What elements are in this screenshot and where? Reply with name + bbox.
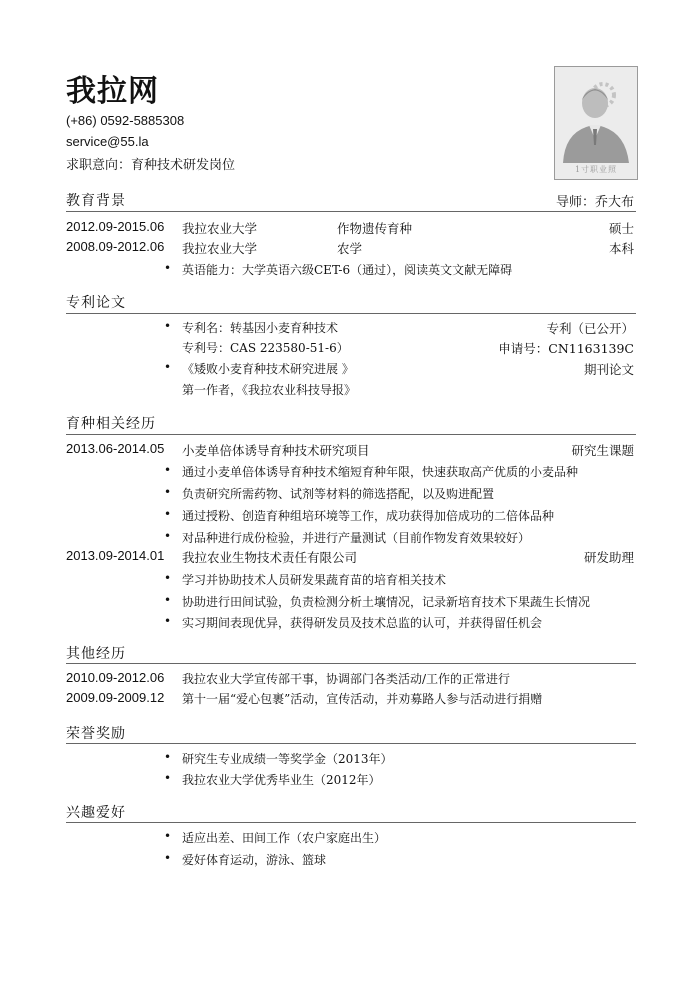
education-major: 作物遗传育种 [337, 221, 413, 236]
advisor: 导师：乔大布 [555, 195, 634, 210]
education-degree: 硕士 [608, 221, 634, 236]
paper-type: 期刊论文 [583, 362, 634, 377]
bullet-icon: • [164, 485, 172, 499]
section-title-patents: 专利论文 [66, 295, 126, 311]
hobby-item: 适应出差、田间工作（农户家庭出生） [182, 831, 387, 845]
objective-label: 求职意向： [66, 158, 132, 173]
section-divider [66, 663, 636, 664]
experience-date: 2013.09-2014.01 [66, 548, 165, 563]
other-description: 第十一届“爱心包裹”活动，宣传活动，并劝募路人参与活动进行捐赠 [182, 692, 543, 706]
experience-bullet: 对品种进行成份检验，并进行产量测试（目前作物发育效果较好） [182, 531, 531, 545]
education-degree: 本科 [608, 241, 634, 256]
paper-title: 《矮败小麦育种技术研究进展 》 [182, 362, 354, 376]
experience-bullet: 协助进行田间试验，负责检测分析土壤情况，记录新培育技术下果蔬生长情况 [182, 595, 591, 609]
experience-project-name: 小麦单倍体诱导育种技术研究项目 [182, 443, 370, 458]
patent-name: 专利名：转基因小麦育种技术 [182, 321, 339, 335]
section-title-experience: 育种相关经历 [66, 416, 156, 432]
hobby-item: 爱好体育运动，游泳、篮球 [182, 853, 327, 867]
bullet-icon: • [164, 829, 172, 843]
bullet-icon: • [164, 529, 172, 543]
bullet-icon: • [164, 593, 172, 607]
education-major: 农学 [337, 241, 363, 256]
patent-number: 专利号：CAS 223580-51-6） [182, 341, 349, 355]
email-address: service@55.la [66, 134, 149, 149]
experience-bullet: 学习并协助技术人员研发果蔬育苗的培育相关技术 [182, 573, 447, 587]
paper-author: 第一作者，《我拉农业科技导报》 [182, 383, 357, 397]
experience-role: 研发助理 [583, 550, 634, 565]
experience-role: 研究生课题 [571, 443, 634, 458]
bullet-icon: • [164, 571, 172, 585]
section-title-education: 教育背景 [66, 193, 126, 209]
section-divider [66, 434, 636, 435]
bullet-icon: • [164, 319, 172, 333]
section-divider [66, 743, 636, 744]
bullet-icon: • [164, 750, 172, 764]
honor-item: 我拉农业大学优秀毕业生（2012年） [182, 773, 381, 787]
phone-number: (+86) 0592-5885308 [66, 113, 185, 128]
section-title-other: 其他经历 [66, 646, 126, 662]
bullet-icon: • [164, 614, 172, 628]
application-number: 申请号：CN1163139C [498, 341, 634, 356]
education-bullet: 英语能力：大学英语六级CET-6（通过），阅读英文文献无障碍 [182, 263, 513, 277]
other-description: 我拉农业大学宣传部干事，协调部门各类活动/工作的正常进行 [182, 672, 511, 686]
patent-type: 专利（已公开） [546, 321, 634, 336]
experience-date: 2013.06-2014.05 [66, 441, 165, 456]
education-school: 我拉农业大学 [182, 241, 258, 256]
profile-photo [554, 66, 638, 180]
section-divider [66, 211, 636, 212]
section-divider [66, 313, 636, 314]
bullet-icon: • [164, 507, 172, 521]
section-title-hobbies: 兴趣爱好 [66, 805, 126, 821]
experience-company-name: 我拉农业生物技术责任有限公司 [182, 550, 358, 565]
job-objective [66, 154, 235, 173]
experience-bullet: 通过授粉、创造育种组培环境等工作，成功获得加倍成功的二倍体品种 [182, 509, 555, 523]
honor-item: 研究生专业成绩一等奖学金（2013年） [182, 752, 393, 766]
experience-bullet: 通过小麦单倍体诱导育种技术缩短育种年限，快速获取高产优质的小麦品种 [182, 465, 579, 479]
bullet-icon: • [164, 771, 172, 785]
objective-value: 育种技术研发岗位 [131, 158, 236, 173]
section-divider [66, 822, 636, 823]
photo-caption: 1寸职业照 [574, 165, 618, 174]
education-date: 2012.09-2015.06 [66, 219, 165, 234]
avatar-silhouette-icon [555, 67, 637, 179]
bullet-icon: • [164, 851, 172, 865]
bullet-icon: • [164, 360, 172, 374]
bullet-icon: • [164, 463, 172, 477]
education-date: 2008.09-2012.06 [66, 239, 165, 254]
education-school: 我拉农业大学 [182, 221, 258, 236]
other-date: 2010.09-2012.06 [66, 670, 165, 685]
candidate-name: 我拉网 [66, 74, 159, 109]
experience-bullet: 实习期间表现优异，获得研发员及技术总监的认可，并获得留任机会 [182, 616, 543, 630]
other-date: 2009.09-2009.12 [66, 690, 165, 705]
section-title-honors: 荣誉奖励 [66, 726, 126, 742]
experience-bullet: 负责研究所需药物、试剂等材料的筛选搭配，以及购进配置 [182, 487, 495, 501]
bullet-icon: • [164, 261, 172, 275]
